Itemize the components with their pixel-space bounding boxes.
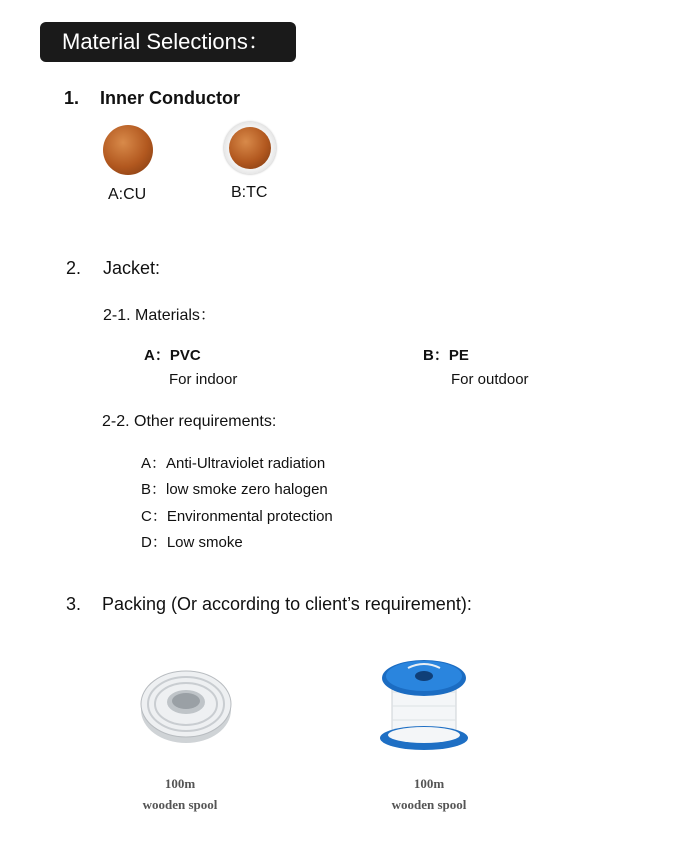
- package-2-length: 100m: [413, 776, 445, 791]
- other-requirements-subheading: 2-2. Other requirements:: [102, 413, 277, 430]
- material-option-b-note: For outdoor: [451, 371, 529, 388]
- material-option-a-note: For indoor: [169, 371, 238, 388]
- cable-coil-icon: [138, 664, 234, 746]
- section-3-number: 3.: [66, 594, 82, 614]
- package-1-length: 100m: [164, 776, 196, 791]
- material-option-a: A：PVC: [144, 347, 201, 364]
- conductor-option-b: B:TC: [231, 184, 268, 201]
- section-2-title: Jacket:: [103, 258, 161, 278]
- requirement-item: C：Environmental protection: [141, 508, 333, 525]
- requirement-item: D：Low smoke: [141, 534, 243, 551]
- material-option-b: B：PE: [423, 347, 469, 364]
- cable-spool-icon: [378, 656, 470, 754]
- materials-subheading: 2-1. Materials：: [103, 307, 216, 324]
- package-2-type: wooden spool: [391, 797, 467, 812]
- tinned-copper-core: [229, 127, 271, 169]
- section-1-number: 1.: [64, 88, 80, 108]
- copper-conductor-icon: [103, 125, 153, 175]
- package-1-type: wooden spool: [142, 797, 218, 812]
- section-1-title: Inner Conductor: [100, 88, 240, 108]
- page-title: Material Selections：: [40, 22, 296, 62]
- requirement-item: A：Anti-Ultraviolet radiation: [141, 455, 326, 472]
- section-3-title: Packing (Or according to client’s requirement):: [102, 594, 472, 614]
- conductor-option-a: A:CU: [108, 186, 147, 203]
- section-2-number: 2.: [66, 258, 82, 278]
- requirement-item: B：low smoke zero halogen: [141, 481, 328, 498]
